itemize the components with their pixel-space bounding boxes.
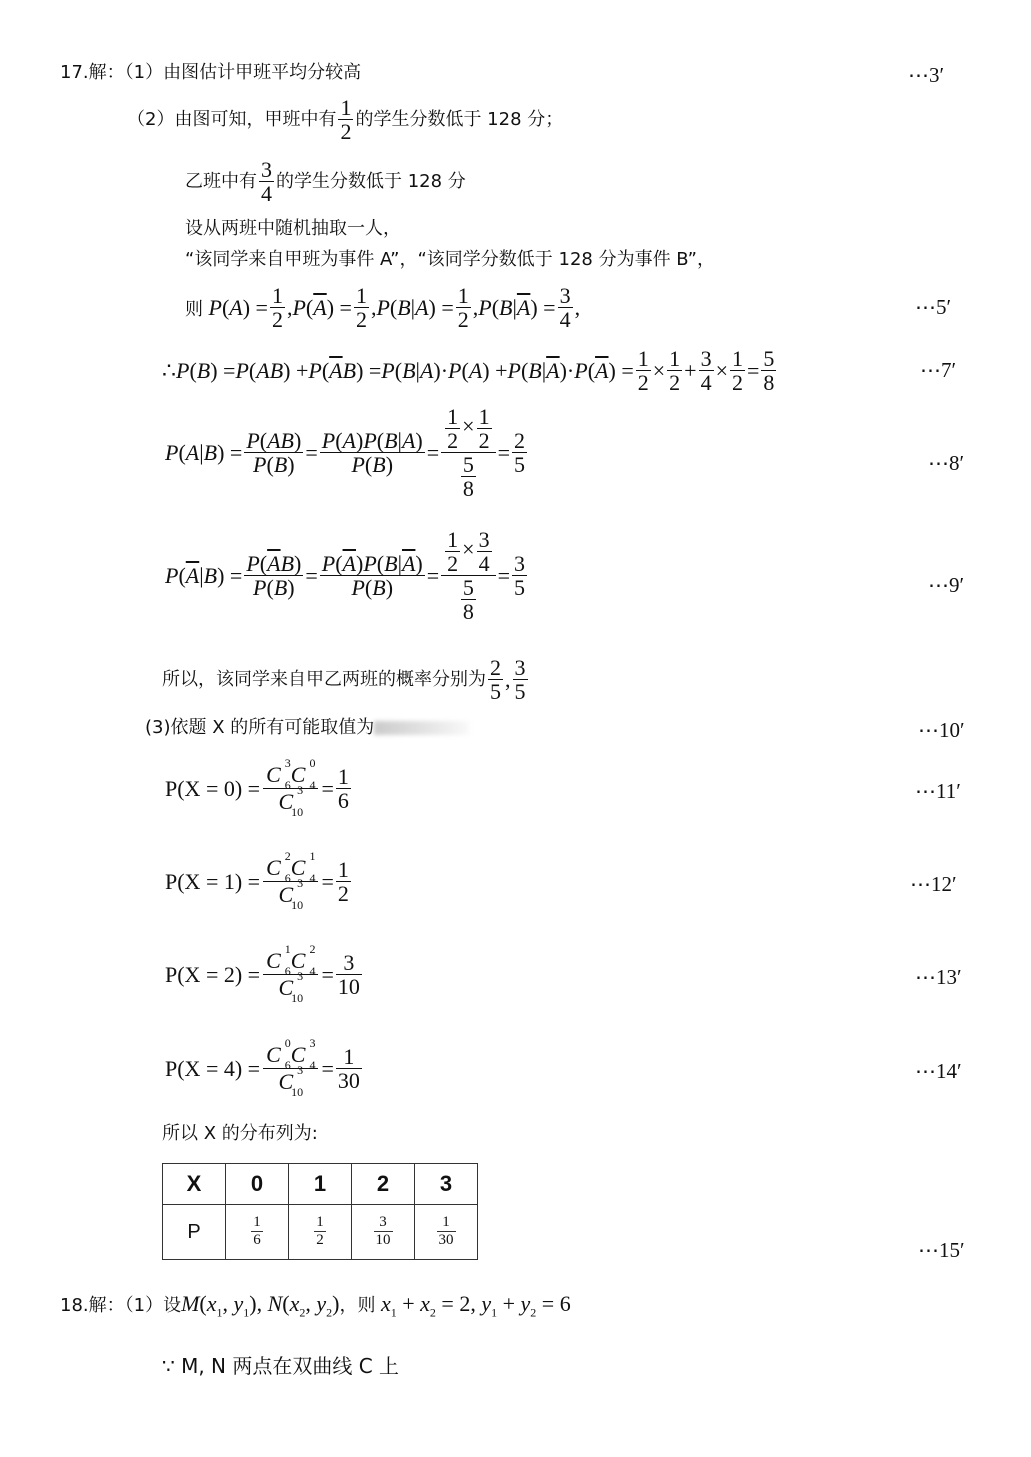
table-cell: $\frac{1}{30}$ (415, 1205, 478, 1260)
q17-events-line: “该同学来自甲班为事件 A”，“该同学分数低于 128 分为事件 B”， (185, 249, 715, 270)
redacted-blur (374, 721, 469, 735)
class-b-text-b: 的学生分数低于 128 分 (276, 170, 466, 192)
table-row (163, 1205, 478, 1260)
prob-x-equals-line: P(X = 1) = C 2 6 C 1 4 C 3 10 = $\frac{1}{2}$ (165, 849, 349, 912)
q17-part2-intro (127, 96, 563, 143)
score-mark-9: ⋯9′ (928, 573, 965, 597)
score-mark-8: ⋯8′ (928, 451, 965, 475)
conclusion-line: 所以，该同学来自甲乙两班的概率分别为 $\frac{2}{5}$ , $\frac{3}{5}$ (162, 655, 526, 705)
score-mark-14: ⋯14′ (915, 1059, 962, 1083)
prob-x-equals-line: P(X = 4) = C 0 6 C 3 4 C 3 10 = $\frac{1}{30}$ (165, 1036, 360, 1099)
bayes-not-a-given-b-equation: P ( $\overline{A}$ | B ) = $\frac{P(\overline{A}B)}{P(B)}$ = $\frac{P(\overline{A})P(B|\overline{A})}{P(B)}$ = $\frac{1}{2}$ × $\frac{3}{4}$ $\frac{5}{8}$ = $\frac{3}{5}$ (165, 527, 526, 625)
bayes-a-given-b-equation: P ( A | B ) = $\frac{P(AB)}{P(B)}$ = $\frac{P(A)P(B|A)}{P(B)}$ = $\frac{1}{2}$ × $\frac{1}{2}$ $\frac{5}{8}$ = $\frac{2}{5}$ (165, 404, 525, 502)
score-mark-3: ⋯3′ (908, 63, 945, 87)
fraction-three-quarters: $\frac{3}{4}$ (261, 157, 272, 207)
table-cell: P (163, 1205, 226, 1260)
table-cell: 3 (415, 1164, 478, 1205)
q17-setup-line: 设从两班中随机抽取一人， (185, 218, 401, 239)
q18-line2: ∵ M, N 两点在双曲线 C 上 (162, 1354, 400, 1378)
q18-header: 18.解：（1）设 $M(x_1$, $y_1$), $N(x_2$, $y_2$) ，则 $x_1 + x_2 = 2$, $y_1 + y_2 = 6$ (60, 1291, 571, 1320)
score-mark-7: ⋯7′ (920, 358, 957, 382)
score-mark-13: ⋯13′ (915, 965, 962, 989)
class-b-text-a: 乙班中有 (185, 170, 257, 192)
prob-x-equals-line: P(X = 0) = C 3 6 C 0 4 C 3 10 = $\frac{1}{6}$ (165, 756, 349, 819)
score-mark-12: ⋯12′ (910, 872, 957, 896)
part3-intro-text: (3)依题 X 的所有可能取值为 (145, 717, 375, 738)
q17-part3-intro (145, 719, 469, 737)
table-header-row (163, 1164, 478, 1205)
table-cell: 1 (289, 1164, 352, 1205)
table-cell: 2 (352, 1164, 415, 1205)
table-cell: X (163, 1164, 226, 1205)
fraction-three-fifths: $\frac{3}{5}$ (514, 655, 526, 705)
q17-header: 17.解：（1）由图估计甲班平均分较高 (60, 62, 362, 83)
table-cell: $\frac{1}{2}$ (289, 1205, 352, 1260)
score-mark-11: ⋯11′ (915, 779, 961, 803)
score-mark-10: ⋯10′ (918, 718, 965, 742)
conclusion-text: 所以，该同学来自甲乙两班的概率分别为 (162, 668, 486, 690)
score-mark-15: ⋯15′ (918, 1238, 965, 1262)
table-cell: $\frac{3}{10}$ (352, 1205, 415, 1260)
prob-definitions-equation: 则 P ( A ) = $\frac{1}{2}$ , P ( $\overline{A}$ ) = $\frac{1}{2}$ , P ( B | A ) = $\frac{1}{2}$ , P ( B | $\overline{A}$ ) = $\frac{3}{4}$ , (185, 283, 581, 333)
q18-header-text-b: ，则 (339, 1294, 376, 1316)
table-cell: $\frac{1}{6}$ (226, 1205, 289, 1260)
score-mark-5: ⋯5′ (915, 295, 952, 319)
table-cell: 0 (226, 1164, 289, 1205)
q18-header-text-a: 18.解：（1）设 (60, 1294, 182, 1316)
distribution-table (162, 1163, 478, 1260)
distribution-intro: 所以 X 的分布列为: (162, 1123, 318, 1144)
prob-x-equals-line: P(X = 2) = C 1 6 C 2 4 C 3 10 = $\frac{3}{10}$ (165, 942, 360, 1005)
then-label: 则 (185, 298, 203, 320)
q17-class-b-line (185, 158, 466, 205)
total-probability-equation: ∴ P ( B ) = P ( AB ) + P ( $\overline{A}$ B ) = P ( B | A )· P ( A ) + P ( B | $\overline{A}$ )· P ( $\overline{A}$ ) = $\frac{1}{2}$ × $\frac{1}{2}$ + $\frac{3}{4}$ × $\frac{1}{2}$ = $\frac{5}{8}$ (162, 346, 775, 396)
part2-intro-text-a: （2）由图可知，甲班中有 (127, 108, 337, 130)
fraction-one-half: $\frac{1}{2}$ (340, 95, 352, 145)
fraction-two-fifths: $\frac{2}{5}$ (490, 655, 501, 705)
part2-intro-text-b: 的学生分数低于 128 分； (355, 108, 564, 130)
